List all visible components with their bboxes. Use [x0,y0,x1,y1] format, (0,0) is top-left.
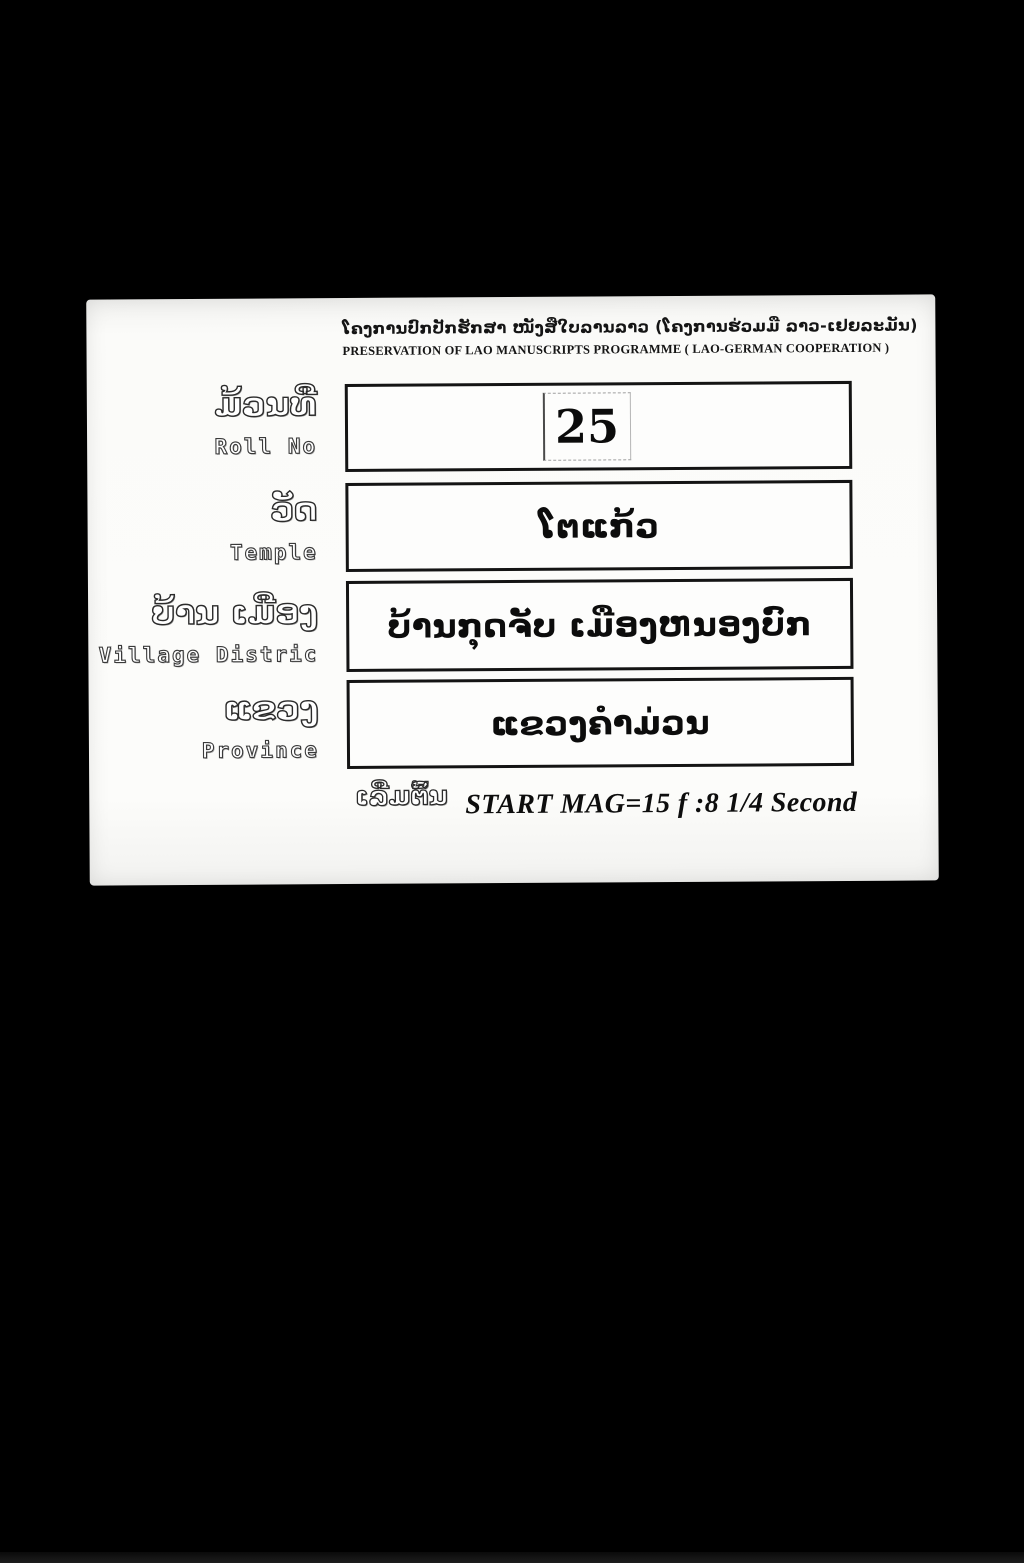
village-district-value: ບ້ານກຸດຈັບ ເມືອງຫນອງບົກ [387,604,813,646]
roll-no-value: 25 [554,399,620,454]
scan-edge-strip [0,1552,1024,1563]
label-roll-no-english: Roll No [214,434,318,459]
village-district-value-box [346,578,854,672]
label-village-district-english: Village Distric [98,642,319,668]
roll-no-value-box [345,381,853,472]
microfilm-target-card [86,294,939,885]
temple-value: ໂຕແກ້ວ [538,506,660,546]
temple-value-box [345,480,853,572]
label-roll-no-lao: ມ້ວນທີ່ [214,384,317,424]
start-label-lao: ເລີ່ມຕົ້ນ [355,781,448,812]
programme-title-english: PRESERVATION OF LAO MANUSCRIPTS PROGRAMME ( LAO-GERMAN COOPERATION ) [342,340,890,359]
label-village-district-lao: ບ້ານ ເມືອງ [151,592,319,633]
province-value: ແຂວງຄຳມ່ວນ [490,702,711,744]
roll-no-pasted-square [542,392,630,461]
programme-title-lao: ໂຄງການປົກປັກຮັກສາ ໜັງສືໃບລານລາວ (ໂຄງການຮ່ວມມື ລາວ-ເຢຍລະມັນ) [342,315,918,339]
label-temple-english: Temple [229,540,318,565]
label-province-english: Province [201,738,320,763]
province-value-box [347,677,855,769]
label-province-lao: ແຂວງ [223,688,319,728]
start-camera-settings: START MAG=15 f :8 1/4 Second [465,786,858,821]
label-temple-lao: ວັດ [270,489,318,529]
programme-header [342,315,918,359]
